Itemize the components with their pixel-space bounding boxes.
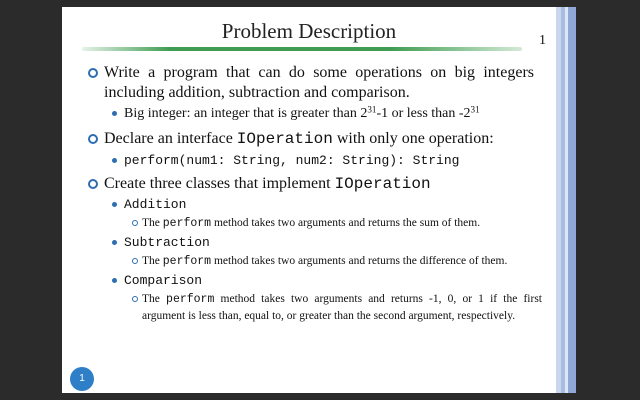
- bullet-dot-icon: [112, 158, 117, 163]
- class-name: Comparison: [124, 273, 203, 288]
- bullet-dot-icon: [112, 278, 117, 283]
- desc-addition: [142, 215, 542, 232]
- desc-text: method takes two arguments and returns the sum of them.: [211, 217, 481, 229]
- sub-bullet-perform-signature: [124, 152, 544, 170]
- desc-comparison: [142, 291, 542, 324]
- bullet-text: Create three classes that implement: [104, 175, 335, 192]
- slide-content: [62, 7, 556, 393]
- bullet-dot-icon: [112, 202, 117, 207]
- desc-text: The: [142, 255, 163, 267]
- sub-bullet-comparison: [124, 272, 544, 290]
- class-name: Addition: [124, 197, 187, 212]
- exponent: 31: [470, 104, 480, 115]
- bullet-ring-small-icon: [132, 258, 138, 264]
- desc-text: method takes two arguments and returns the difference of them.: [211, 255, 508, 267]
- code-interface-name: IOperation: [334, 175, 431, 193]
- bullet-declare-interface: [104, 129, 534, 149]
- page-number: 1: [539, 33, 546, 48]
- code-method-name: perform: [162, 217, 212, 230]
- bullet-ring-icon: [88, 134, 98, 144]
- desc-text: The: [142, 217, 163, 229]
- bullet-ring-icon: [88, 179, 98, 189]
- bullet-dot-icon: [112, 111, 117, 116]
- slide-number-badge[interactable]: 1: [70, 367, 94, 391]
- slide: [62, 7, 576, 393]
- bullet-text: with only one operation:: [332, 130, 494, 147]
- bullet-dot-icon: [112, 240, 117, 245]
- sub-bullet-addition: [124, 196, 544, 214]
- sub-bullet-text: -1 or less than -2: [376, 106, 471, 121]
- bullet-ring-small-icon: [132, 220, 138, 226]
- sub-bullet-text: Big integer: an integer that is greater than 2: [124, 106, 368, 121]
- desc-text: The: [142, 293, 167, 305]
- bullet-write-program: [104, 63, 534, 103]
- bullet-ring-small-icon: [132, 296, 138, 302]
- bullet-ring-icon: [88, 68, 98, 78]
- code-signature: perform(num1: String, num2: String): String: [124, 153, 460, 168]
- bullet-create-classes: [104, 174, 534, 194]
- class-name: Subtraction: [124, 235, 210, 250]
- slide-title: Problem Description: [221, 19, 397, 43]
- code-method-name: perform: [166, 293, 215, 306]
- bullet-text: Declare an interface: [104, 130, 237, 147]
- exponent: 31: [367, 104, 377, 115]
- code-interface-name: IOperation: [236, 130, 333, 148]
- desc-subtraction: [142, 253, 542, 270]
- sub-bullet-big-integer: [124, 105, 544, 123]
- code-method-name: perform: [162, 255, 212, 268]
- bullet-text: Write a program that can do some operations on big integers including addition, subtraction and comparison.: [104, 64, 534, 101]
- desc-text: method takes two arguments and returns -1, 0, or 1 if the first argument is less than, equal to, or greater than the second argument, respectively.: [142, 293, 542, 322]
- slide-side-bar: [556, 7, 576, 393]
- sub-bullet-subtraction: [124, 234, 544, 252]
